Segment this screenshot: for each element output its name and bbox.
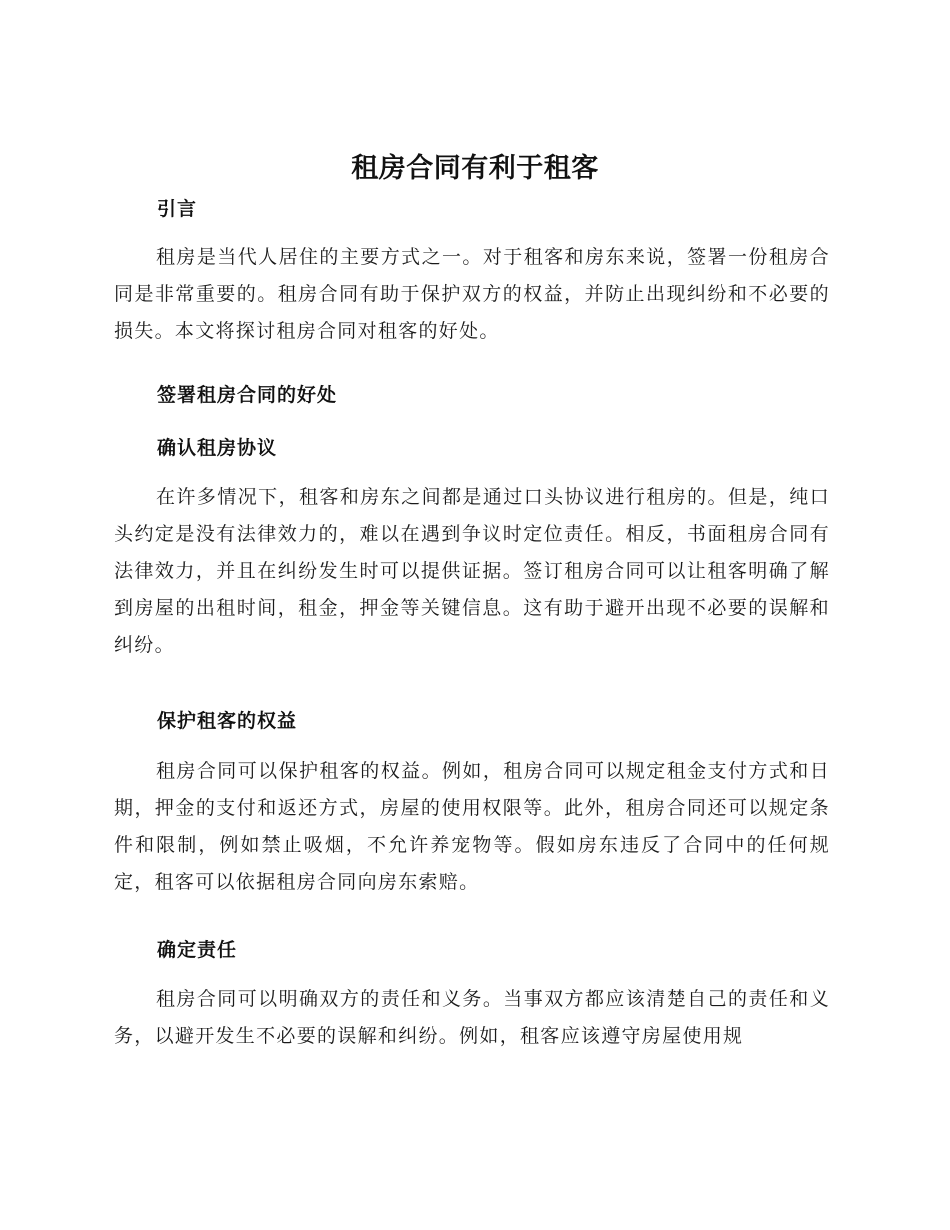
section-heading-responsibility: 确定责任 (157, 939, 238, 961)
section-heading-confirm-agreement: 确认租房协议 (157, 437, 278, 459)
section-paragraph-protect-rights: 租房合同可以保护租客的权益。例如，租房合同可以规定租金支付方式和日期，押金的支付和返还方式，房屋的使用权限等。此外，租房合同还可以规定条件和限制，例如禁止吸烟，不允许养宠物等。假如房东违反了合同中的任何规定，租客可以依据租房合同向房东索赔。 (114, 760, 830, 893)
section-heading-intro: 引言 (157, 198, 198, 220)
section-paragraph-intro: 租房是当代人居住的主要方式之一。对于租客和房东来说，签署一份租房合同是非常重要的。租房合同有助于保护双方的权益，并防止出现纠纷和不必要的损失。本文将探讨租房合同对租客的好处。 (114, 246, 830, 342)
section-heading-benefits: 签署租房合同的好处 (157, 384, 338, 406)
section-paragraph-responsibility: 租房合同可以明确双方的责任和义务。当事双方都应该清楚自己的责任和义务，以避开发生不必要的误解和纠纷。例如，租客应该遵守房屋使用规 (114, 988, 830, 1047)
section-paragraph-confirm-agreement: 在许多情况下，租客和房东之间都是通过口头协议进行租房的。但是，纯口头约定是没有法律效力的，难以在遇到争议时定位责任。相反，书面租房合同有法律效力，并且在纠纷发生时可以提供证据。签订租房合同可以让租客明确了解到房屋的出租时间，租金，押金等关键信息。这有助于避开出现不必要的误解和纠纷。 (114, 486, 830, 656)
document-title: 租房合同有利于租客 (351, 153, 599, 184)
section-heading-protect-rights: 保护租客的权益 (157, 710, 298, 732)
